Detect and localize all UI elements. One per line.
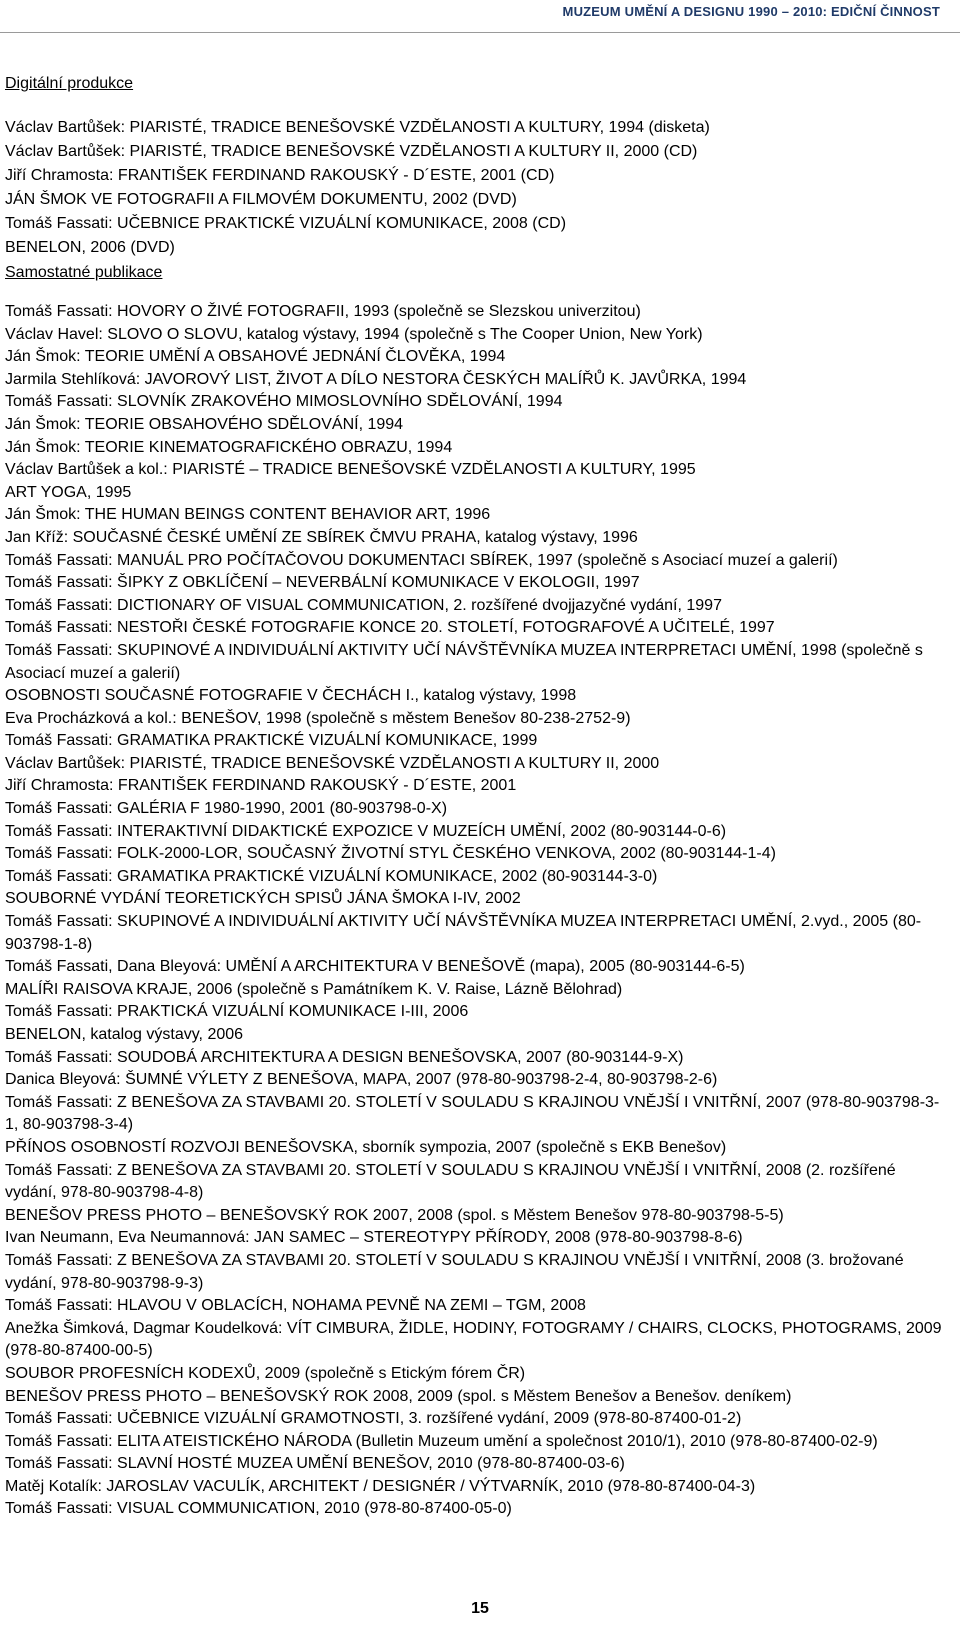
- list-item: Tomáš Fassati: HOVORY O ŽIVÉ FOTOGRAFII, 1993 (společně se Slezskou univerzitou): [5, 303, 641, 320]
- list-item: Václav Bartůšek a kol.: PIARISTÉ – TRADICE BENEŠOVSKÉ VZDĚLANOSTI A KULTURY, 1995: [5, 461, 696, 479]
- list-item: Václav Bartůšek: PIARISTÉ, TRADICE BENEŠOVSKÉ VZDĚLANOSTI A KULTURY, 1994 (disketa): [5, 119, 710, 136]
- list-item: Tomáš Fassati: ELITA ATEISTICKÉHO NÁRODA (Bulletin Muzeum umění a společnost 2010/1), 2010 (978-80-87400-02-9): [5, 1432, 878, 1450]
- list-item: BENEŠOV PRESS PHOTO – BENEŠOVSKÝ ROK 2007, 2008 (spol. s Městem Benešov 978-80-903798-5-5): [5, 1206, 784, 1224]
- digital-production-list: [5, 116, 950, 260]
- list-item: Tomáš Fassati: Z BENEŠOVA ZA STAVBAMI 20. STOLETÍ V SOULADU S KRAJINOU VNĚJŠÍ I VNITŘNÍ, 2007 (978-80-903798-3-1, 80-903798-3-4): [5, 1093, 940, 1134]
- list-item: Tomáš Fassati: ŠIPKY Z OBKLÍČENÍ – NEVERBÁLNÍ KOMUNIKACE V EKOLOGII, 1997: [5, 574, 640, 592]
- list-item: ART YOGA, 1995: [5, 483, 132, 501]
- running-header: MUZEUM UMĚNÍ A DESIGNU 1990 – 2010: EDIČNÍ ČINNOST: [562, 4, 940, 19]
- list-item: Tomáš Fassati: SLOVNÍK ZRAKOVÉHO MIMOSLOVNÍHO SDĚLOVÁNÍ, 1994: [5, 393, 563, 411]
- list-item: Václav Bartůšek: PIARISTÉ, TRADICE BENEŠOVSKÉ VZDĚLANOSTI A KULTURY II, 2000: [5, 754, 660, 772]
- list-item: Ivan Neumann, Eva Neumannová: JAN SAMEC – STEREOTYPY PŘÍRODY, 2008 (978-80-903798-8-6): [5, 1229, 743, 1247]
- list-item: Matěj Kotalík: JAROSLAV VACULÍK, ARCHITEKT / DESIGNÉR / VÝTVARNÍK, 2010 (978-80-87400-04-3): [5, 1477, 756, 1495]
- list-item: Jan Kříž: SOUČASNÉ ČESKÉ UMĚNÍ ZE SBÍREK ČMVU PRAHA, katalog výstavy, 1996: [5, 528, 638, 546]
- list-item: BENELON, 2006 (DVD): [5, 239, 175, 256]
- list-item: Eva Procházková a kol.: BENEŠOV, 1998 (společně s městem Benešov 80-238-2752-9): [5, 709, 631, 727]
- list-item: BENELON, katalog výstavy, 2006: [5, 1026, 244, 1043]
- list-item: Tomáš Fassati: Z BENEŠOVA ZA STAVBAMI 20. STOLETÍ V SOULADU S KRAJINOU VNĚJŠÍ I VNITŘNÍ, 2008 (2. rozšířené vydání, 978-80-903798-4-8): [5, 1161, 896, 1202]
- list-item: Václav Bartůšek: PIARISTÉ, TRADICE BENEŠOVSKÉ VZDĚLANOSTI A KULTURY II, 2000 (CD): [5, 143, 698, 160]
- list-item: Tomáš Fassati: SLAVNÍ HOSTÉ MUZEA UMĚNÍ BENEŠOV, 2010 (978-80-87400-03-6): [5, 1455, 625, 1473]
- list-item: Tomáš Fassati, Dana Bleyová: UMĚNÍ A ARCHITEKTURA V BENEŠOVĚ (mapa), 2005 (80-903144-6-5): [5, 958, 745, 976]
- list-item: Tomáš Fassati: GALÉRIA F 1980-1990, 2001 (80-903798-0-X): [5, 800, 448, 818]
- list-item: BENEŠOV PRESS PHOTO – BENEŠOVSKÝ ROK 2008, 2009 (spol. s Městem Benešov a Benešov. deníkem): [5, 1387, 792, 1405]
- list-item: Ján Šmok: TEORIE KINEMATOGRAFICKÉHO OBRAZU, 1994: [5, 438, 453, 456]
- list-item: Tomáš Fassati: PRAKTICKÁ VIZUÁLNÍ KOMUNIKACE I-III, 2006: [5, 1003, 469, 1021]
- list-item: Tomáš Fassati: FOLK-2000-LOR, SOUČASNÝ ŽIVOTNÍ STYL ČESKÉHO VENKOVA, 2002 (80-903144-1-4): [5, 845, 776, 863]
- list-item: Danica Bleyová: ŠUMNÉ VÝLETY Z BENEŠOVA, MAPA, 2007 (978-80-903798-2-4, 80-903798-2-6): [5, 1071, 718, 1089]
- list-item: Jiří Chramosta: FRANTIŠEK FERDINAND RAKOUSKÝ - D´ESTE, 2001 (CD): [5, 167, 555, 184]
- list-item: Tomáš Fassati: SKUPINOVÉ A INDIVIDUÁLNÍ AKTIVITY UČÍ NÁVŠTĚVNÍKA MUZEA INTERPRETACI UMĚNÍ, 1998 (společně s Asociací muzeí a galerií): [5, 641, 923, 682]
- list-item: Tomáš Fassati: GRAMATIKA PRAKTICKÉ VIZUÁLNÍ KOMUNIKACE, 1999: [5, 732, 538, 750]
- header-divider: [0, 32, 960, 33]
- list-item: Tomáš Fassati: UČEBNICE VIZUÁLNÍ GRAMOTNOSTI, 3. rozšířené vydání, 2009 (978-80-87400-01-2): [5, 1410, 742, 1428]
- list-item: Jiří Chramosta: FRANTIŠEK FERDINAND RAKOUSKÝ - D´ESTE, 2001: [5, 777, 517, 795]
- list-item: Tomáš Fassati: UČEBNICE PRAKTICKÉ VIZUÁLNÍ KOMUNIKACE, 2008 (CD): [5, 215, 567, 232]
- page-number: 15: [471, 1600, 489, 1617]
- section-heading-digital: Digitální produkce: [5, 75, 134, 92]
- section-heading-publications: Samostatné publikace: [5, 264, 163, 281]
- list-item: OSOBNOSTI SOUČASNÉ FOTOGRAFIE V ČECHÁCH I., katalog výstavy, 1998: [5, 687, 577, 705]
- list-item: Ján Šmok: TEORIE UMĚNÍ A OBSAHOVÉ JEDNÁNÍ ČLOVĚKA, 1994: [5, 348, 506, 366]
- list-item: Tomáš Fassati: MANUÁL PRO POČÍTAČOVOU DOKUMENTACI SBÍREK, 1997 (společně s Asociací muzeí a galerií): [5, 551, 838, 569]
- list-item: Tomáš Fassati: Z BENEŠOVA ZA STAVBAMI 20. STOLETÍ V SOULADU S KRAJINOU VNĚJŠÍ I VNITŘNÍ, 2008 (3. brožované vydání, 978-80-903798-9-3): [5, 1251, 904, 1292]
- list-item: SOUBOR PROFESNÍCH KODEXŮ, 2009 (společně s Etickým fórem ČR): [5, 1364, 526, 1382]
- list-item: Tomáš Fassati: DICTIONARY OF VISUAL COMMUNICATION, 2. rozšířené dvojjazyčné vydání, 1997: [5, 596, 722, 614]
- list-item: Tomáš Fassati: NESTOŘI ČESKÉ FOTOGRAFIE KONCE 20. STOLETÍ, FOTOGRAFOVÉ A UČITELÉ, 1997: [5, 619, 775, 637]
- list-item: Tomáš Fassati: VISUAL COMMUNICATION, 2010 (978-80-87400-05-0): [5, 1500, 512, 1518]
- list-item: Tomáš Fassati: GRAMATIKA PRAKTICKÉ VIZUÁLNÍ KOMUNIKACE, 2002 (80-903144-3-0): [5, 867, 658, 885]
- list-item: Tomáš Fassati: SOUDOBÁ ARCHITEKTURA A DESIGN BENEŠOVSKA, 2007 (80-903144-9-X): [5, 1048, 684, 1066]
- list-item: MALÍŘI RAISOVA KRAJE, 2006 (společně s Památníkem K. V. Raise, Lázně Bělohrad): [5, 980, 623, 998]
- list-item: Ján Šmok: TEORIE OBSAHOVÉHO SDĚLOVÁNÍ, 1994: [5, 415, 404, 433]
- list-item: PŘÍNOS OSOBNOSTÍ ROZVOJI BENEŠOVSKA, sborník sympozia, 2007 (společně s EKB Benešov): [5, 1138, 727, 1156]
- list-item: SOUBORNÉ VYDÁNÍ TEORETICKÝCH SPISŮ JÁNA ŠMOKA I-IV, 2002: [5, 890, 521, 908]
- list-item: Anežka Šimková, Dagmar Koudelková: VÍT CIMBURA, ŽIDLE, HODINY, FOTOGRAMY / CHAIRS, CLOCKS, PHOTOGRAMS, 2009 (978-80-87400-00-5): [5, 1319, 942, 1360]
- list-item: Tomáš Fassati: INTERAKTIVNÍ DIDAKTICKÉ EXPOZICE V MUZEÍCH UMĚNÍ, 2002 (80-903144-0-6): [5, 822, 727, 840]
- list-item: Tomáš Fassati: HLAVOU V OBLACÍCH, NOHAMA PEVNĚ NA ZEMI – TGM, 2008: [5, 1297, 586, 1315]
- list-item: Ján Šmok: THE HUMAN BEINGS CONTENT BEHAVIOR ART, 1996: [5, 506, 491, 524]
- publications-list: [5, 301, 950, 1521]
- list-item: Jarmila Stehlíková: JAVOROVÝ LIST, ŽIVOT A DÍLO NESTORA ČESKÝCH MALÍŘŮ K. JAVŮRKA, 1994: [5, 370, 747, 388]
- list-item: Václav Havel: SLOVO O SLOVU, katalog výstavy, 1994 (společně s The Cooper Union, New York): [5, 325, 703, 343]
- list-item: Tomáš Fassati: SKUPINOVÉ A INDIVIDUÁLNÍ AKTIVITY UČÍ NÁVŠTĚVNÍKA MUZEA INTERPRETACI UMĚNÍ, 2.vyd., 2005 (80-903798-1-8): [5, 913, 922, 953]
- list-item: JÁN ŠMOK VE FOTOGRAFII A FILMOVÉM DOKUMENTU, 2002 (DVD): [5, 191, 517, 208]
